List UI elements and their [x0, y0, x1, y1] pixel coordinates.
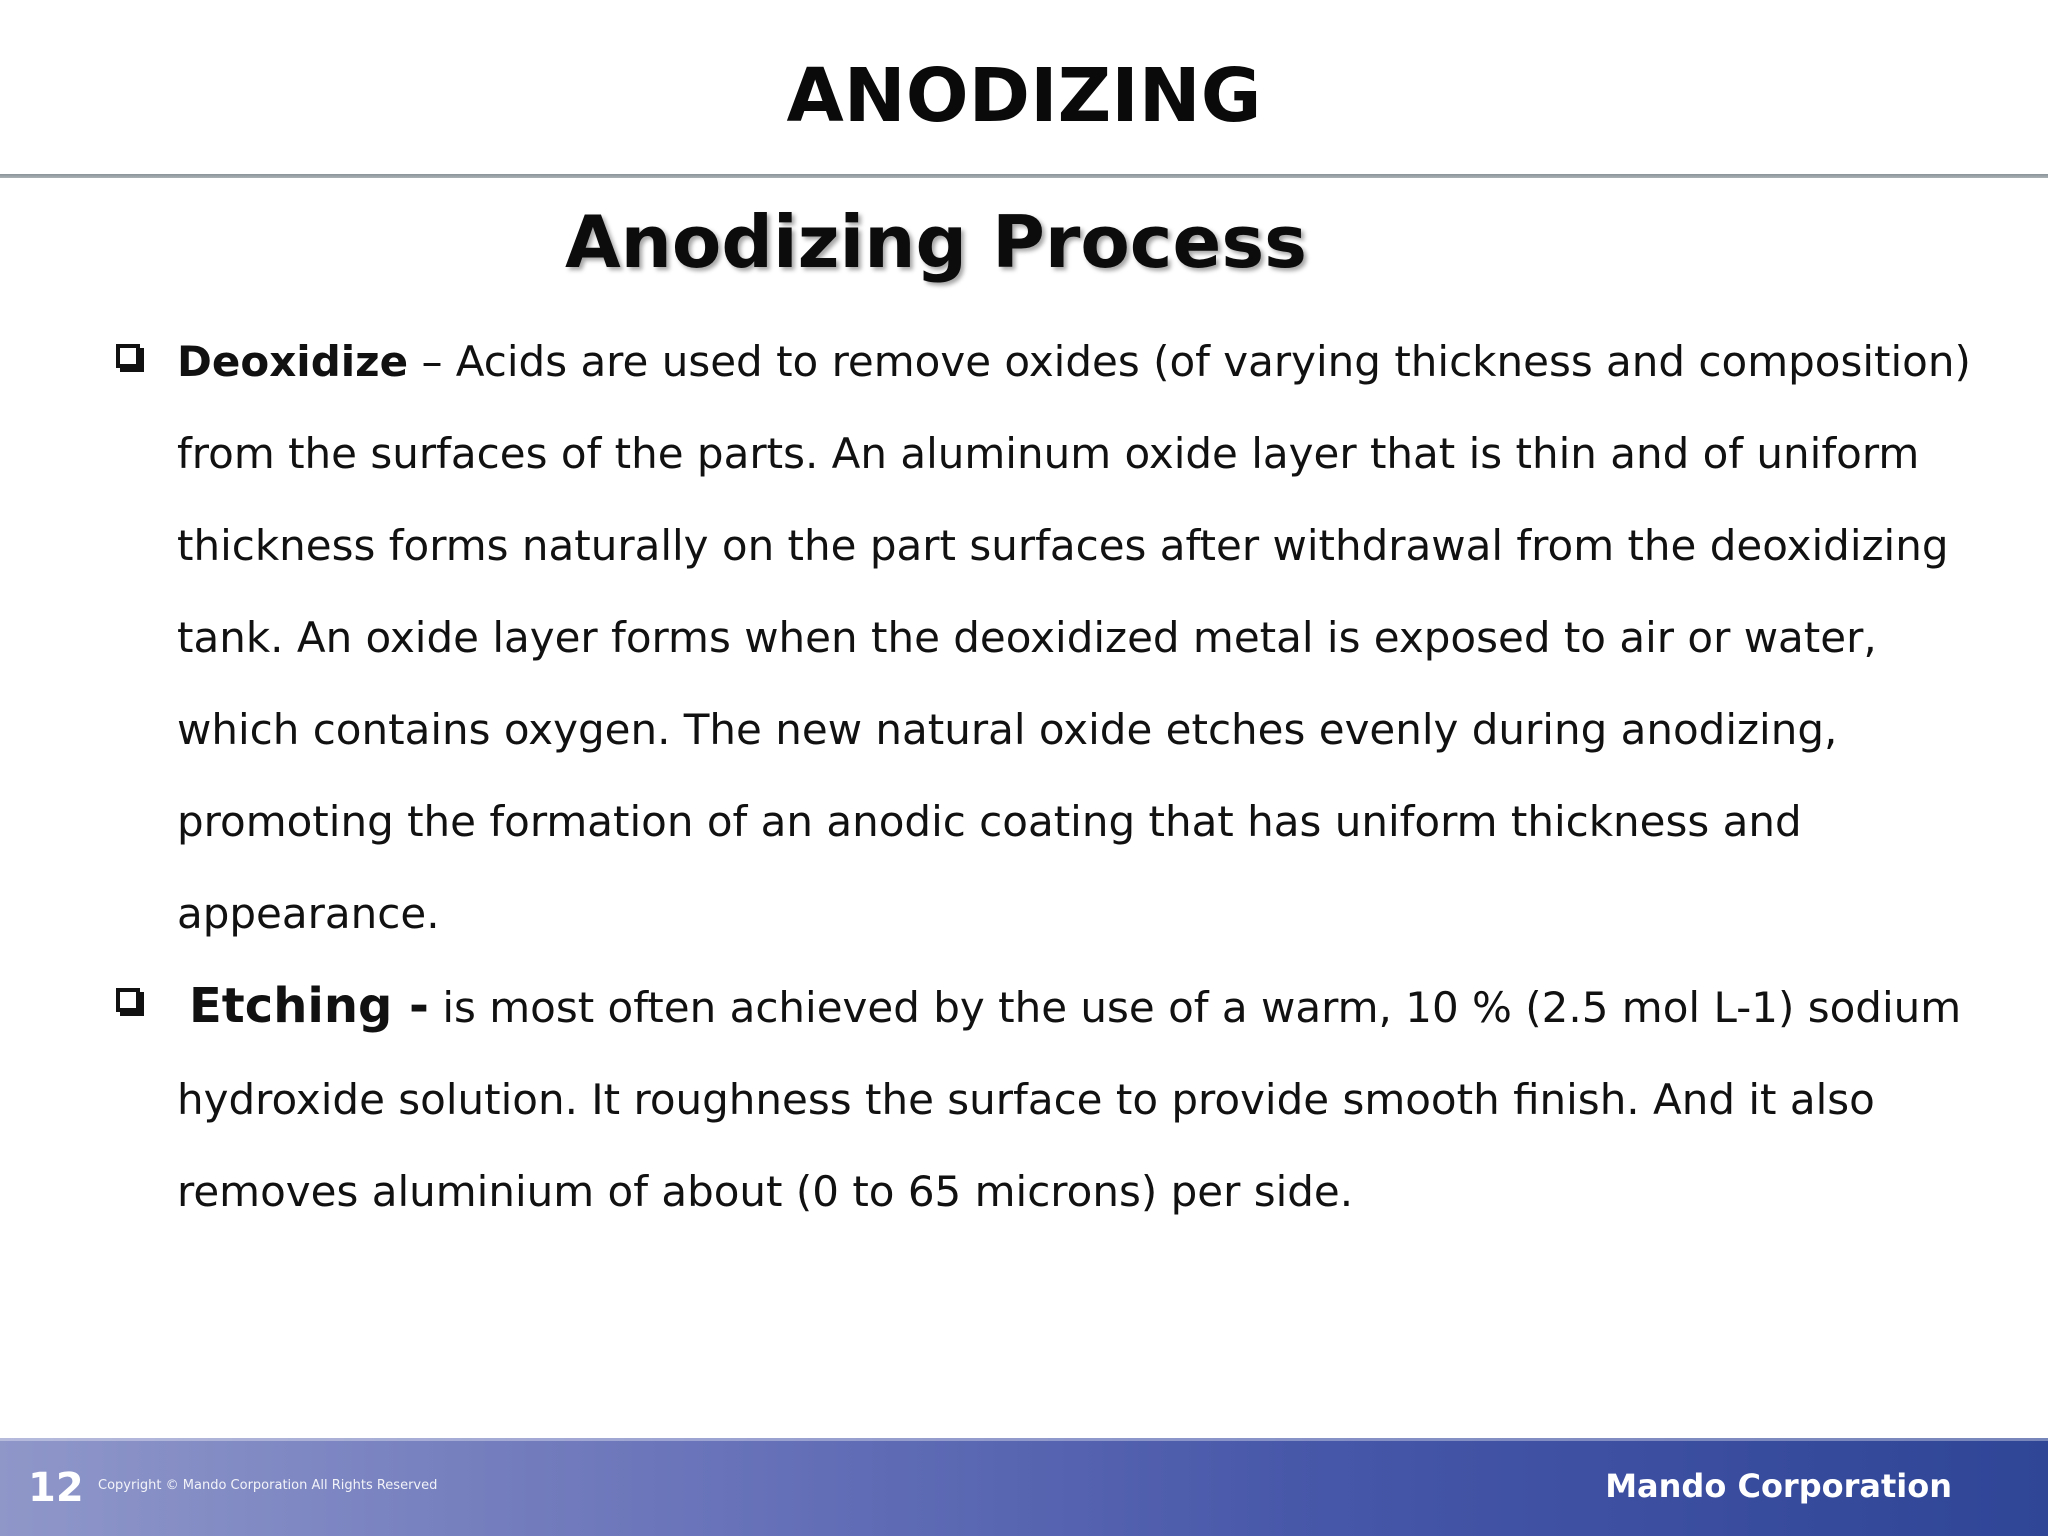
footer-bar	[0, 1438, 2048, 1536]
bullet-line	[177, 316, 1971, 408]
bullet-line	[177, 960, 1962, 1054]
bullet-separator	[429, 983, 442, 1032]
page-number: 12	[28, 1465, 84, 1511]
slide-title: ANODIZING	[786, 53, 1262, 139]
bullet-line: promoting the formation of an anodic coating that has uniform thickness and	[177, 797, 1802, 846]
slide-content	[112, 316, 1971, 1238]
bullet-line: which contains oxygen. The new natural oxide etches evenly during anodizing,	[177, 705, 1838, 754]
section-subtitle: Anodizing Process	[564, 200, 1308, 284]
bullet-separator: –	[408, 337, 456, 386]
checkbox-bullet-icon	[116, 344, 140, 368]
title-divider	[0, 174, 2048, 178]
footer-divider	[0, 1438, 2048, 1441]
copyright-text: Copyright © Mando Corporation All Rights Reserved	[98, 1478, 438, 1493]
checkbox-bullet-icon	[116, 988, 140, 1012]
bullet-text: is most often achieved by the use of a warm, 10 % (2.5 mol L-1) sodium	[442, 983, 1962, 1032]
bullet-line: thickness forms naturally on the part surfaces after withdrawal from the deoxidizing	[177, 521, 1949, 570]
bullet-text: Acids are used to remove oxides (of varying thickness and composition)	[455, 337, 1971, 386]
bullet-line: tank. An oxide layer forms when the deoxidized metal is exposed to air or water,	[177, 613, 1877, 662]
bullet-line: appearance.	[177, 889, 440, 938]
bullet-line: removes aluminium of about (0 to 65 microns) per side.	[177, 1167, 1354, 1216]
bullet-deoxidize	[112, 316, 1971, 960]
bullet-term: Etching -	[189, 978, 429, 1034]
bullet-line: from the surfaces of the parts. An aluminum oxide layer that is thin and of uniform	[177, 429, 1920, 478]
bullet-term: Deoxidize	[177, 337, 409, 386]
company-logo-text: Mando Corporation	[1605, 1467, 1952, 1505]
bullet-etching	[112, 960, 1962, 1238]
bullet-line: hydroxide solution. It roughness the surface to provide smooth finish. And it also	[177, 1075, 1875, 1124]
